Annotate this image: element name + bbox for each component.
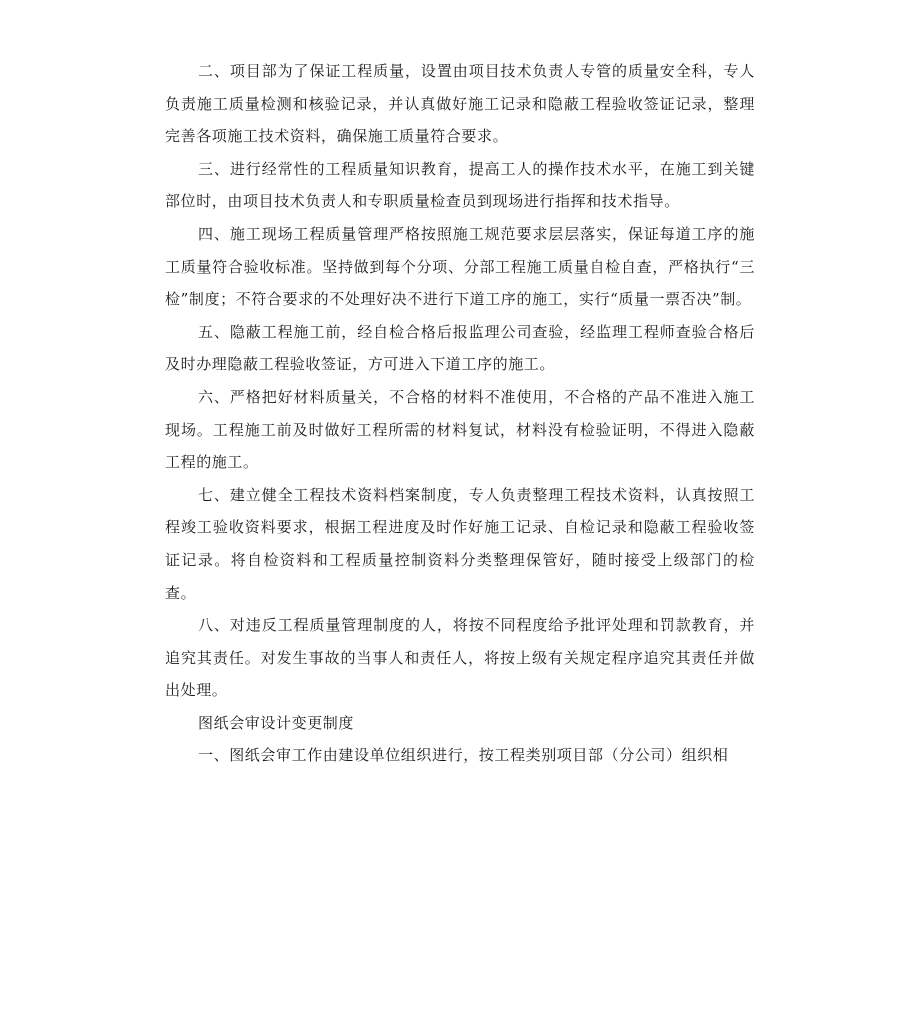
paragraph-4: 四、施工现场工程质量管理严格按照施工规范要求层层落实，保证每道工序的施工质量符合验收标准。坚持做到每个分项、分部工程施工质量自检自查，严格执行“三检”制度；不符合要求的不处理好决不进行下道工序的施工，实行“质量一票否决”制。: [165, 224, 755, 309]
paragraph-8: 八、对违反工程质量管理制度的人，将按不同程度给予批评处理和罚款教育，并追究其责任。对发生事故的当事人和责任人，将按上级有关规定程序追究其责任并做出处理。: [165, 616, 755, 700]
paragraph-section-1: 一、图纸会审工作由建设单位组织进行，按工程类别项目部（分公司）组织相: [198, 746, 729, 765]
paragraph-3: 三、进行经常性的工程质量知识教育，提高工人的操作技术水平，在施工到关键部位时，由项目技术负责人和专职质量检查员到现场进行指挥和技术指导。: [165, 159, 755, 211]
section-heading: 图纸会审设计变更制度: [198, 713, 355, 732]
paragraph-2: 二、项目部为了保证工程质量，设置由项目技术负责人专管的质量安全科，专人负责施工质量检测和核验记录，并认真做好施工记录和隐蔽工程验收签证记录，整理完善各项施工技术资料，确保施工质量符合要求。: [165, 62, 755, 146]
document-body: [165, 55, 755, 772]
paragraph-5: 五、隐蔽工程施工前，经自检合格后报监理公司查验，经监理工程师查验合格后及时办理隐蔽工程验收签证，方可进入下道工序的施工。: [165, 322, 755, 374]
paragraph-7: 七、建立健全工程技术资料档案制度，专人负责整理工程技术资料，认真按照工程竣工验收资料要求，根据工程进度及时作好施工记录、自检记录和隐蔽工程验收签证记录。将自检资料和工程质量控制资料分类整理保管好，随时接受上级部门的检查。: [165, 485, 755, 602]
paragraph-6: 六、严格把好材料质量关，不合格的材料不准使用，不合格的产品不准进入施工现场。工程施工前及时做好工程所需的材料复试，材料没有检验证明，不得进入隐蔽工程的施工。: [165, 387, 755, 472]
